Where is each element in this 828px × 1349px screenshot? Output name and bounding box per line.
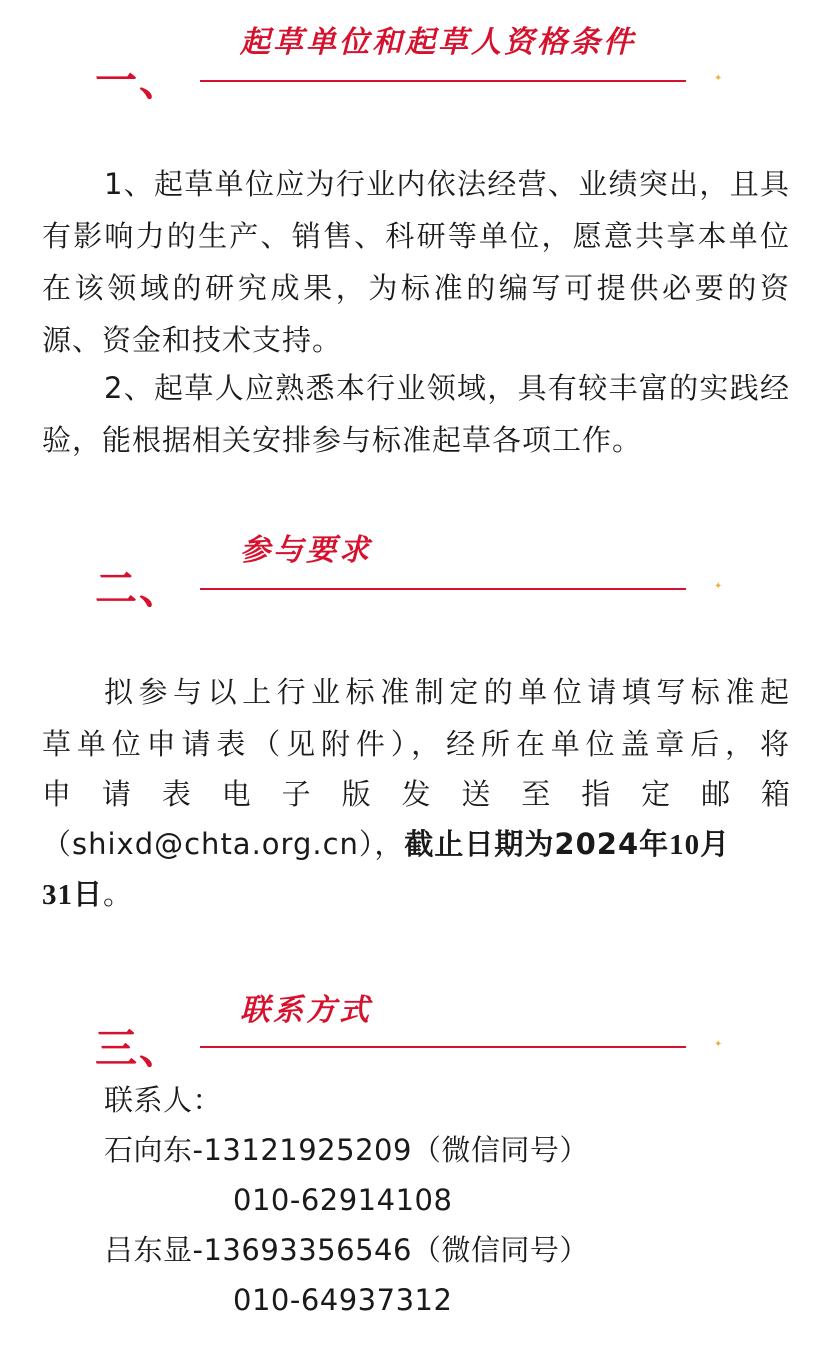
sentence-end: 。	[103, 877, 134, 911]
section-3-divider	[200, 1046, 686, 1048]
contact-1-phone: 010-62914108	[233, 1183, 453, 1217]
contact-2-mobile: 吕东显-13693356546（微信同号）	[104, 1233, 589, 1267]
email-address: （shixd@chta.org.cn），	[42, 827, 405, 861]
section-1-number: 一、	[95, 56, 184, 105]
section-2-line-4	[42, 818, 790, 871]
deadline-text: 截止日期为2024年	[404, 827, 670, 861]
section-1-title: 起草单位和起草人资格条件	[240, 25, 636, 60]
deadline-month-unit: 月	[700, 827, 731, 861]
sparkle-icon: ✦	[714, 73, 723, 84]
section-3-header	[0, 988, 828, 1078]
section-2-number: 二、	[95, 564, 184, 613]
section-1-paragraph-2: 2、起草人应熟悉本行业领域，具有较丰富的实践经验，能根据相关安排参与标准起草各项工作。	[42, 371, 790, 457]
section-2-divider	[200, 588, 686, 590]
section-2-line-3: 申请表电子版发送至指定邮箱	[42, 777, 790, 811]
section-2-line-2: 草单位申请表（见附件），经所在单位盖章后，将	[42, 727, 790, 761]
sparkle-icon: ✦	[714, 581, 723, 592]
section-2-title: 参与要求	[240, 533, 372, 568]
section-2-line-5	[42, 868, 790, 921]
section-1-paragraph-1: 1、起草单位应为行业内依法经营、业绩突出，且具有影响力的生产、销售、科研等单位，愿意共享本单位在该领域的研究成果，为标准的编写可提供必要的资源、资金和技术支持。	[42, 167, 790, 357]
section-1-header	[0, 20, 828, 110]
contact-2-phone: 010-64937312	[233, 1283, 453, 1317]
section-3-title: 联系方式	[240, 993, 372, 1028]
section-1-divider	[200, 80, 686, 82]
deadline-day-number: 31	[42, 879, 73, 911]
sparkle-icon: ✦	[714, 1039, 723, 1050]
contact-label: 联系人：	[104, 1083, 223, 1117]
deadline-month-number: 10	[669, 829, 701, 861]
deadline-day-unit: 日	[73, 877, 104, 911]
section-2-header	[0, 528, 828, 618]
contact-1-mobile: 石向东-13121925209（微信同号）	[104, 1133, 589, 1167]
section-3-number: 三、	[95, 1024, 184, 1073]
section-2-line-1: 拟参与以上行业标准制定的单位请填写标准起	[104, 675, 790, 709]
